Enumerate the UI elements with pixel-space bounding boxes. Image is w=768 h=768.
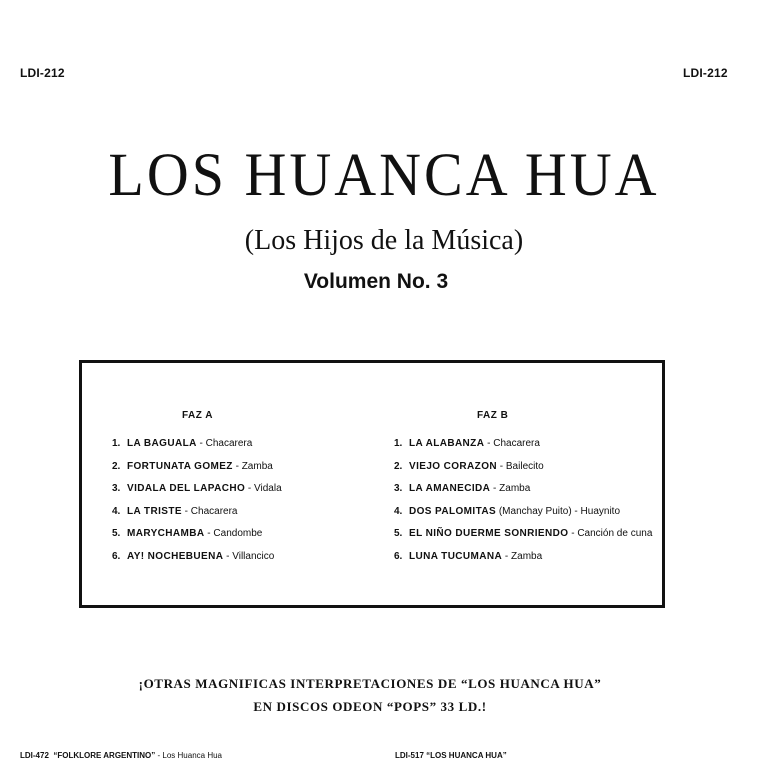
track-b-6: 6. LUNA TUCUMANA - Zamba	[394, 550, 543, 562]
track-b-2: 2. VIEJO CORAZON - Bailecito	[394, 460, 544, 472]
track-a-2: 2. FORTUNATA GOMEZ - Zamba	[112, 460, 273, 472]
footer-left-artist: - Los Huanca Hua	[157, 751, 222, 760]
track-b-4: 4. DOS PALOMITAS (Manchay Puito) - Huaynito	[394, 505, 621, 517]
promo-line-1: ¡OTRAS MAGNIFICAS INTERPRETACIONES DE “LOS HUANCA HUA”	[138, 676, 602, 691]
side-a	[112, 409, 282, 568]
volume-label: Volumen No. 3	[303, 270, 449, 293]
footer-related-album-left	[20, 751, 222, 760]
footer-right-code: LDI-517	[395, 751, 424, 760]
footer-related-album-right	[395, 751, 507, 760]
track-b-1: 1. LA ALABANZA - Chacarera	[394, 438, 540, 449]
promo-line-2: EN DISCOS ODEON “POPS” 33 LD.!	[253, 699, 487, 714]
track-a-6: 6. AY! NOCHEBUENA - Villancico	[112, 550, 275, 562]
track-a-4: 4. LA TRISTE - Chacarera	[112, 505, 238, 517]
tracklist-box	[79, 360, 665, 608]
album-subtitle: (Los Hijos de la Música)	[244, 225, 524, 256]
track-a-1: 1. LA BAGUALA - Chacarera	[112, 438, 253, 449]
catalog-number-right: LDI-212	[683, 66, 728, 80]
footer-left-code: LDI-472	[20, 751, 49, 760]
track-b-5: 5. EL NIÑO DUERME SONRIENDO - Canción de cuna	[394, 528, 653, 539]
footer-left-title: “FOLKLORE ARGENTINO”	[53, 751, 156, 760]
track-a-5: 5. MARYCHAMBA - Candombe	[112, 528, 263, 539]
side-b	[394, 409, 652, 568]
footer-right-title: “LOS HUANCA HUA”	[426, 751, 507, 760]
side-b-heading: FAZ B	[477, 410, 509, 421]
track-b-3: 3. LA AMANECIDA - Zamba	[394, 483, 531, 494]
catalog-number-left: LDI-212	[20, 66, 65, 80]
side-a-heading: FAZ A	[182, 410, 214, 421]
track-a-3: 3. VIDALA DEL LAPACHO - Vidala	[112, 483, 282, 494]
album-title: LOS HUANCA HUA	[108, 140, 660, 209]
